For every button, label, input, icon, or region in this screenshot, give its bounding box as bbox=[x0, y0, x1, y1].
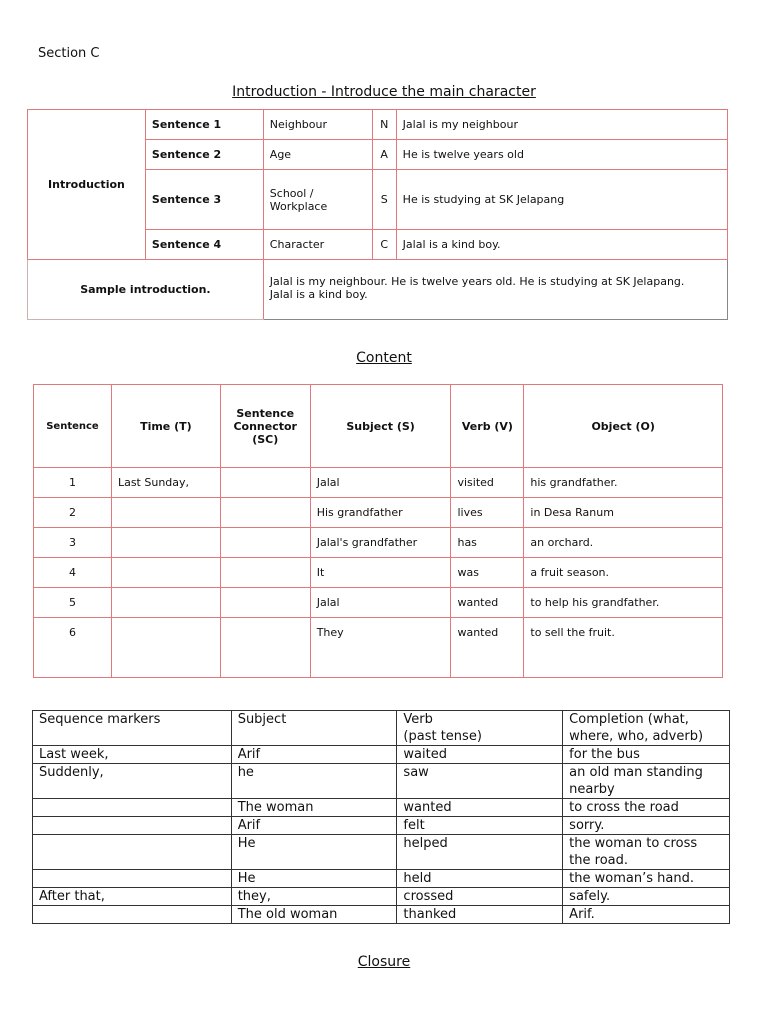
cell-sentence-number: 1 bbox=[34, 468, 112, 498]
intro-aspect: Age bbox=[263, 140, 372, 170]
cell-verb: wanted bbox=[451, 618, 524, 678]
introduction-table bbox=[27, 109, 728, 320]
col-header-sentence: Sentence bbox=[34, 385, 112, 468]
cell-completion: to cross the road bbox=[563, 799, 730, 817]
cell-subject: Jalal's grandfather bbox=[310, 528, 451, 558]
cell-completion: the woman to cross the road. bbox=[563, 835, 730, 870]
col-header-completion: Completion (what, where, who, adverb) bbox=[563, 711, 730, 746]
cell-subject: His grandfather bbox=[310, 498, 451, 528]
cell-verb: saw bbox=[397, 764, 563, 799]
cell-connector bbox=[220, 588, 310, 618]
cell-sequence-marker bbox=[33, 906, 232, 924]
sequence-row bbox=[33, 746, 730, 764]
content-row bbox=[34, 588, 723, 618]
intro-aspect: Neighbour bbox=[263, 110, 372, 140]
sequence-row bbox=[33, 888, 730, 906]
cell-object: a fruit season. bbox=[524, 558, 723, 588]
intro-letter: S bbox=[372, 170, 396, 230]
col-header-time: Time (T) bbox=[111, 385, 220, 468]
cell-connector bbox=[220, 528, 310, 558]
cell-verb: visited bbox=[451, 468, 524, 498]
content-row bbox=[34, 618, 723, 678]
sequence-row bbox=[33, 799, 730, 817]
cell-sentence-number: 3 bbox=[34, 528, 112, 558]
intro-example: He is studying at SK Jelapang bbox=[396, 170, 727, 230]
intro-sentence: Sentence 4 bbox=[145, 230, 263, 260]
cell-time bbox=[111, 618, 220, 678]
cell-connector bbox=[220, 558, 310, 588]
cell-connector bbox=[220, 618, 310, 678]
sequence-row bbox=[33, 764, 730, 799]
cell-sequence-marker: Last week, bbox=[33, 746, 232, 764]
col-header-object: Object (O) bbox=[524, 385, 723, 468]
cell-sentence-number: 4 bbox=[34, 558, 112, 588]
content-row bbox=[34, 558, 723, 588]
intro-sentence: Sentence 1 bbox=[145, 110, 263, 140]
intro-example: Jalal is my neighbour bbox=[396, 110, 727, 140]
cell-connector bbox=[220, 498, 310, 528]
cell-verb: waited bbox=[397, 746, 563, 764]
sample-text: Jalal is my neighbour. He is twelve years old. He is studying at SK Jelapang. Jalal is a kind boy. bbox=[263, 260, 727, 320]
content-row bbox=[34, 468, 723, 498]
cell-subject: He bbox=[231, 870, 397, 888]
intro-aspect: Character bbox=[263, 230, 372, 260]
cell-verb: thanked bbox=[397, 906, 563, 924]
closure-heading: Closure bbox=[357, 954, 411, 970]
sequence-row bbox=[33, 906, 730, 924]
sequence-header-row bbox=[33, 711, 730, 746]
sequence-row bbox=[33, 870, 730, 888]
cell-object: to sell the fruit. bbox=[524, 618, 723, 678]
content-row bbox=[34, 528, 723, 558]
content-row bbox=[34, 498, 723, 528]
cell-subject: He bbox=[231, 835, 397, 870]
col-header-verb: Verb (V) bbox=[451, 385, 524, 468]
intro-aspect: School / Workplace bbox=[263, 170, 372, 230]
cell-time: Last Sunday, bbox=[111, 468, 220, 498]
cell-verb: felt bbox=[397, 817, 563, 835]
sample-label: Sample introduction. bbox=[28, 260, 264, 320]
sequence-row bbox=[33, 817, 730, 835]
cell-subject: Jalal bbox=[310, 588, 451, 618]
intro-letter: C bbox=[372, 230, 396, 260]
intro-sentence: Sentence 2 bbox=[145, 140, 263, 170]
cell-sequence-marker bbox=[33, 799, 232, 817]
cell-subject: The old woman bbox=[231, 906, 397, 924]
content-heading: Content bbox=[356, 350, 412, 366]
cell-completion: sorry. bbox=[563, 817, 730, 835]
sequence-row bbox=[33, 835, 730, 870]
sequence-table bbox=[32, 710, 730, 924]
col-header-verb: Verb (past tense) bbox=[397, 711, 563, 746]
cell-sentence-number: 5 bbox=[34, 588, 112, 618]
cell-subject: Arif bbox=[231, 746, 397, 764]
intro-example: Jalal is a kind boy. bbox=[396, 230, 727, 260]
cell-verb: crossed bbox=[397, 888, 563, 906]
cell-completion: the woman’s hand. bbox=[563, 870, 730, 888]
cell-subject: It bbox=[310, 558, 451, 588]
cell-subject: The woman bbox=[231, 799, 397, 817]
col-header-subject: Subject bbox=[231, 711, 397, 746]
content-header-row bbox=[34, 385, 723, 468]
cell-completion: an old man standing nearby bbox=[563, 764, 730, 799]
cell-verb: has bbox=[451, 528, 524, 558]
cell-sequence-marker: After that, bbox=[33, 888, 232, 906]
intro-row bbox=[28, 110, 728, 140]
cell-completion: Arif. bbox=[563, 906, 730, 924]
intro-letter: N bbox=[372, 110, 396, 140]
cell-verb: wanted bbox=[451, 588, 524, 618]
cell-subject: they, bbox=[231, 888, 397, 906]
cell-sequence-marker bbox=[33, 835, 232, 870]
cell-completion: for the bus bbox=[563, 746, 730, 764]
intro-letter: A bbox=[372, 140, 396, 170]
cell-completion: safely. bbox=[563, 888, 730, 906]
intro-sentence: Sentence 3 bbox=[145, 170, 263, 230]
section-label: Section C bbox=[38, 46, 100, 61]
cell-time bbox=[111, 558, 220, 588]
cell-verb: helped bbox=[397, 835, 563, 870]
sample-row bbox=[28, 260, 728, 320]
cell-object: an orchard. bbox=[524, 528, 723, 558]
cell-sentence-number: 2 bbox=[34, 498, 112, 528]
intro-heading: Introduction - Introduce the main character bbox=[232, 84, 536, 100]
cell-object: in Desa Ranum bbox=[524, 498, 723, 528]
col-header-connector: Sentence Connector (SC) bbox=[220, 385, 310, 468]
cell-sequence-marker: Suddenly, bbox=[33, 764, 232, 799]
cell-sentence-number: 6 bbox=[34, 618, 112, 678]
content-table bbox=[33, 384, 723, 678]
intro-example: He is twelve years old bbox=[396, 140, 727, 170]
cell-sequence-marker bbox=[33, 870, 232, 888]
cell-subject: he bbox=[231, 764, 397, 799]
cell-connector bbox=[220, 468, 310, 498]
col-header-subject: Subject (S) bbox=[310, 385, 451, 468]
cell-verb: lives bbox=[451, 498, 524, 528]
cell-verb: held bbox=[397, 870, 563, 888]
cell-subject: Arif bbox=[231, 817, 397, 835]
cell-sequence-marker bbox=[33, 817, 232, 835]
cell-time bbox=[111, 498, 220, 528]
col-header-sequence-marker: Sequence markers bbox=[33, 711, 232, 746]
cell-verb: wanted bbox=[397, 799, 563, 817]
cell-verb: was bbox=[451, 558, 524, 588]
cell-subject: Jalal bbox=[310, 468, 451, 498]
cell-object: his grandfather. bbox=[524, 468, 723, 498]
intro-label: Introduction bbox=[28, 110, 146, 260]
cell-subject: They bbox=[310, 618, 451, 678]
cell-time bbox=[111, 588, 220, 618]
cell-time bbox=[111, 528, 220, 558]
cell-object: to help his grandfather. bbox=[524, 588, 723, 618]
